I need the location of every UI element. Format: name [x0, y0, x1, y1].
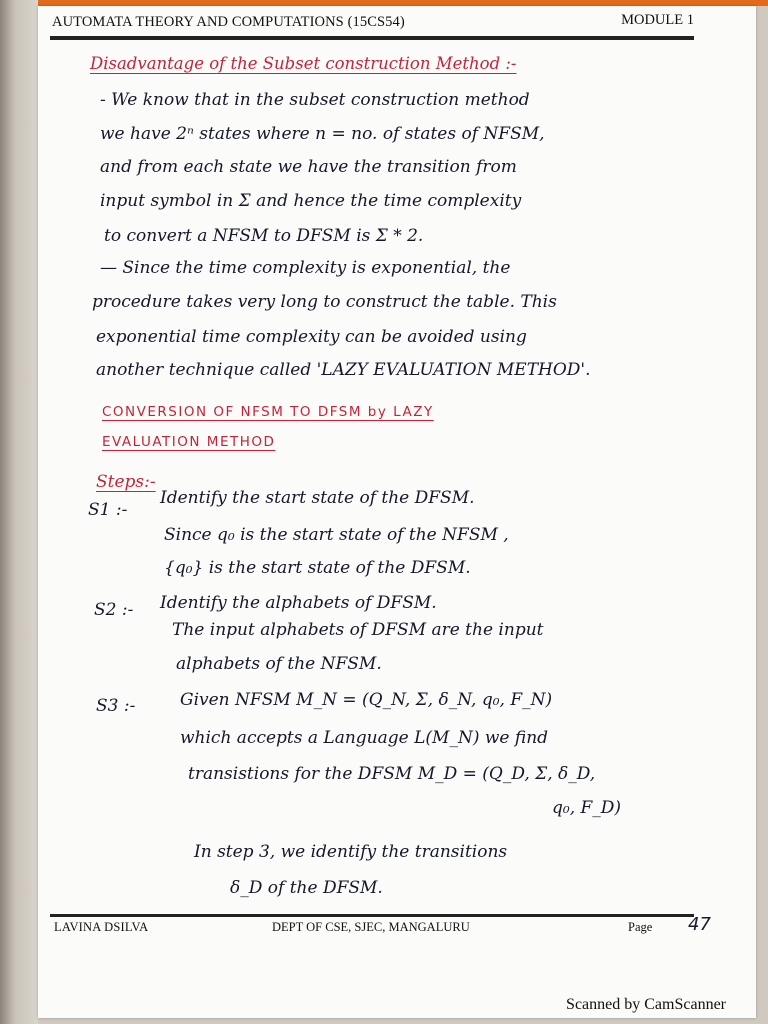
- step-line: transistions for the DFSM M_D = (Q_D, Σ, δ_D,: [188, 764, 596, 784]
- closing-line: δ_D of the DFSM.: [230, 878, 383, 898]
- footer-dept: DEPT OF CSE, SJEC, MANGALURU: [272, 920, 470, 934]
- step-line: which accepts a Language L(M_N) we find: [180, 728, 549, 748]
- step-line: Given NFSM M_N = (Q_N, Σ, δ_N, q₀, F_N): [180, 690, 553, 710]
- step-line: alphabets of the NFSM.: [176, 654, 382, 674]
- header-module: MODULE 1: [621, 12, 694, 28]
- footer-page-label: Page: [628, 920, 653, 934]
- steps-heading: Steps:-: [96, 472, 156, 492]
- note-line: to convert a NFSM to DFSM is Σ * 2.: [104, 226, 424, 246]
- heading-conversion-line1: CONVERSION OF NFSM TO DFSM by LAZY: [102, 404, 434, 420]
- footer-author: LAVINA DSILVA: [54, 920, 149, 934]
- note-line: — Since the time complexity is exponential, the: [100, 258, 511, 278]
- note-line: we have 2ⁿ states where n = no. of states of NFSM,: [100, 124, 545, 144]
- step-label-s2: S2 :-: [94, 600, 134, 620]
- footer-rule: [50, 914, 694, 917]
- heading-conversion-line2: EVALUATION METHOD: [102, 434, 276, 450]
- scanner-watermark: Scanned by CamScanner: [566, 996, 726, 1013]
- step-line: Since q₀ is the start state of the NFSM ,: [164, 525, 509, 545]
- step-line: Identify the alphabets of DFSM.: [160, 593, 437, 613]
- heading-disadvantage: Disadvantage of the Subset construction Method :-: [90, 54, 517, 73]
- footer-page-number: 47: [688, 914, 711, 935]
- scan-left-edge: [0, 0, 38, 1024]
- note-line: procedure takes very long to construct the table. This: [92, 292, 557, 312]
- note-line: - We know that in the subset construction method: [100, 90, 530, 110]
- closing-line: In step 3, we identify the transitions: [194, 842, 508, 862]
- step-line: Identify the start state of the DFSM.: [160, 488, 475, 508]
- step-label-s3: S3 :-: [96, 696, 136, 716]
- step-line: The input alphabets of DFSM are the input: [172, 620, 544, 640]
- header-title: AUTOMATA THEORY AND COMPUTATIONS (15CS54): [52, 14, 405, 30]
- step-line: {q₀} is the start state of the DFSM.: [164, 558, 471, 578]
- header-rule: [50, 36, 694, 40]
- note-line: exponential time complexity can be avoided using: [96, 327, 527, 347]
- step-line: q₀, F_D): [552, 798, 622, 818]
- note-line: another technique called 'LAZY EVALUATION METHOD'.: [96, 360, 591, 380]
- step-label-s1: S1 :-: [88, 500, 128, 520]
- note-line: and from each state we have the transition from: [100, 157, 517, 177]
- note-line: input symbol in Σ and hence the time complexity: [100, 191, 522, 211]
